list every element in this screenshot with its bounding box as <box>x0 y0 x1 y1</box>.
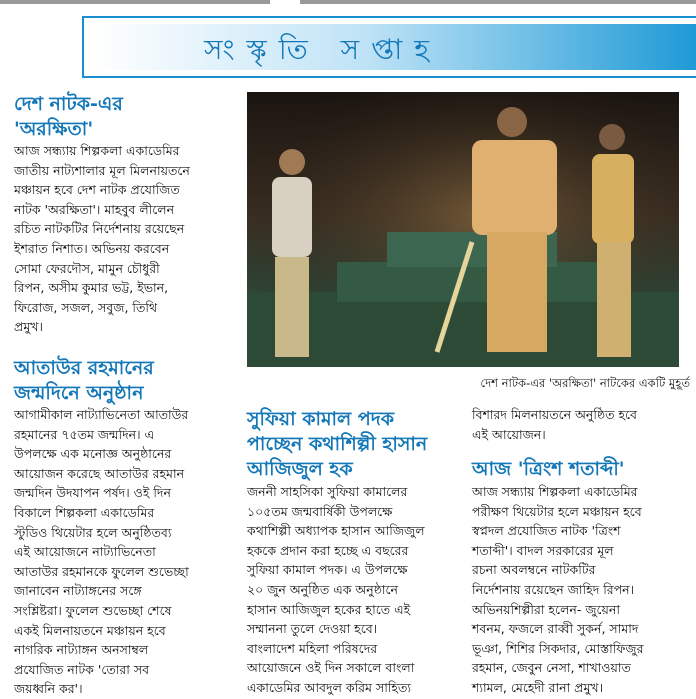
article-3-line: আয়োজনে ওই দিন সকালে বাংলা <box>247 660 415 676</box>
article-2-line: নাগরিক নাট্যাঙ্গন অনসাম্বল <box>14 642 149 658</box>
article-1-line: রচিত নাটকটির নির্দেশনায় রয়েছেন <box>14 221 185 237</box>
section-title: সংস্কৃতি সপ্তাহ <box>204 33 441 66</box>
article-3-body <box>247 482 425 698</box>
article-2-line: জন্মদিন উদযাপন পর্ষদ। ওই দিন <box>14 485 171 501</box>
article-3-line: ২০ জুন অনুষ্ঠিত এক অনুষ্ঠানে <box>247 581 398 597</box>
article-2-line: সংশ্লিষ্টরা। ফুলেল শুভেচ্ছা শেষে <box>14 602 172 618</box>
article-2-headline-line-1: আতাউর রহমানের <box>14 357 154 379</box>
article-1-line: সোমা ফেরদৌস, মামুন চৌধুরী <box>14 260 160 276</box>
article-4-line: পরীক্ষণ থিয়েটার হলে মঞ্চায়ন হবে <box>472 503 642 519</box>
article-4-line: রচনা অবলম্বনে নাটকটির <box>472 562 596 578</box>
section-banner <box>82 16 696 78</box>
article-3-headline-line-2: পাচ্ছেন কথাশিল্পী হাসান <box>247 433 428 455</box>
article-2-line: আয়োজন করেছে আতাউর রহমান <box>14 465 185 481</box>
article-1-body <box>14 141 190 337</box>
article-3-headline-line-3: আজিজুল হক <box>247 458 353 480</box>
article-1-line: নাটক 'অরক্ষিতা'। মাহবুব লীলেন <box>14 201 175 217</box>
article-3-line: কথাশিল্পী অধ্যাপক হাসান আজিজুল <box>247 523 425 539</box>
article-1-line: প্রমুখ। <box>14 319 43 335</box>
article-4-line: স্বপ্নদল প্রযোজিত নাটক 'ত্রিংশ <box>472 523 621 539</box>
article-2-line: বিকালে শিল্পকলা একাডেমির <box>14 504 155 520</box>
article-2-line: জয়ধ্বনি কর'। <box>14 681 83 697</box>
article-3-continued-line: এই আয়োজন। <box>472 426 546 442</box>
article-2-body <box>14 405 189 699</box>
article-4-line: আজ সন্ধ্যায় শিল্পকলা একাডেমির <box>472 484 638 499</box>
stage-photo-illustration <box>247 92 679 367</box>
top-rule-right <box>300 0 696 4</box>
article-3-line: বাংলাদেশ মহিলা পরিষদের <box>247 640 378 656</box>
article-2-line: একই মিলনায়তনে মঞ্চায়ন হবে <box>14 622 166 638</box>
article-3-line: সুফিয়া কামাল পদক। এ উপলক্ষে <box>247 562 408 578</box>
article-1-line: মঞ্চায়ন হবে দেশ নাটক প্রযোজিত <box>14 182 180 198</box>
article-2-line: উপলক্ষে এক মনোজ্ঞ অনুষ্ঠানের <box>14 446 172 462</box>
top-rule-left <box>0 0 270 4</box>
article-4-line: নির্দেশনায় রয়েছেন জাহিদ রিপন। <box>472 581 635 597</box>
stage-photo <box>247 92 679 367</box>
article-3-line: জননী সাহসিকা সুফিয়া কামালের <box>247 484 408 499</box>
article-2-line: এই আয়োজনে নাট্যাভিনেতা <box>14 544 156 560</box>
article-1-line: আজ সন্ধ্যায় শিল্পকলা একাডেমির <box>14 143 180 158</box>
article-2-line: রহমানের ৭৫তম জন্মদিন। এ <box>14 426 155 442</box>
article-2-line: আতাউর রহমানকে ফুলেল শুভেচ্ছা <box>14 563 189 579</box>
article-3-line: একাডেমির আবদুল করিম সাহিত্য <box>247 679 412 695</box>
article-4-line: অভিনয়শিল্পীরা হলেন- জুয়েনা <box>472 601 620 617</box>
article-2-line: স্টুডিও থিয়েটার হলে অনুষ্ঠিতব্য <box>14 524 172 540</box>
article-1-line: ইশরাত নিশাত। অভিনয় করবেন <box>14 240 170 256</box>
article-4-body <box>472 482 644 698</box>
article-4-line: শতাব্দী'। বাদল সরকারের মূল <box>472 542 614 558</box>
article-3-line: ১০৫তম জন্মবার্ষিকী উপলক্ষে <box>247 503 393 519</box>
article-2-line: প্রযোজিত নাটক 'তোরা সব <box>14 661 150 677</box>
article-4-headline: আজ 'ত্রিংশ শতাব্দী' <box>472 458 625 480</box>
article-3-headline-line-1: সুফিয়া কামাল পদক <box>247 408 394 430</box>
article-3-continuation <box>472 405 637 444</box>
article-4-line: রহমান, জেবুন নেসা, শাখাওয়াত <box>472 660 631 676</box>
article-2-line: আগামীকাল নাট্যাভিনেতা আতাউর <box>14 407 189 422</box>
article-2-headline-line-2: জন্মদিনে অনুষ্ঠান <box>14 382 144 404</box>
article-3-line: সম্মাননা তুলে দেওয়া হবে। <box>247 621 378 637</box>
article-4-line: ভূঞা, শিশির সিকদার, মোস্তাফিজুর <box>472 640 644 656</box>
article-1-line: জাতীয় নাট্যশালার মূল মিলনায়তনে <box>14 162 190 178</box>
article-4-line: শবনম, ফজলে রাব্বী সুকর্ন, সামাদ <box>472 621 639 637</box>
article-3-line: হককে প্রদান করা হচ্ছে এ বছরের <box>247 542 409 558</box>
article-3-line: হাসান আজিজুল হকের হাতে এই <box>247 601 411 617</box>
photo-caption: দেশ নাটক-এর 'অরক্ষিতা' নাটকের একটি মুহূর্ত <box>480 376 690 390</box>
article-1-line: রিপন, অসীম কুমার ভট্ট, ইভান, <box>14 280 169 296</box>
article-1-headline-line-1: দেশ নাটক-এর <box>14 93 123 115</box>
article-1-line: ফিরোজ, সজল, সবুজ, তিথি <box>14 299 158 315</box>
article-2-line: জানাবেন নাট্যাঙ্গনের সঙ্গে <box>14 583 142 599</box>
article-1-headline-line-2: 'অরক্ষিতা' <box>14 118 94 140</box>
article-3-continued-line: বিশারদ মিলনায়তনে অনুষ্ঠিত হবে <box>472 407 637 422</box>
article-4-line: শ্যামল, মেহেদী রানা প্রমুখ। <box>472 679 604 695</box>
